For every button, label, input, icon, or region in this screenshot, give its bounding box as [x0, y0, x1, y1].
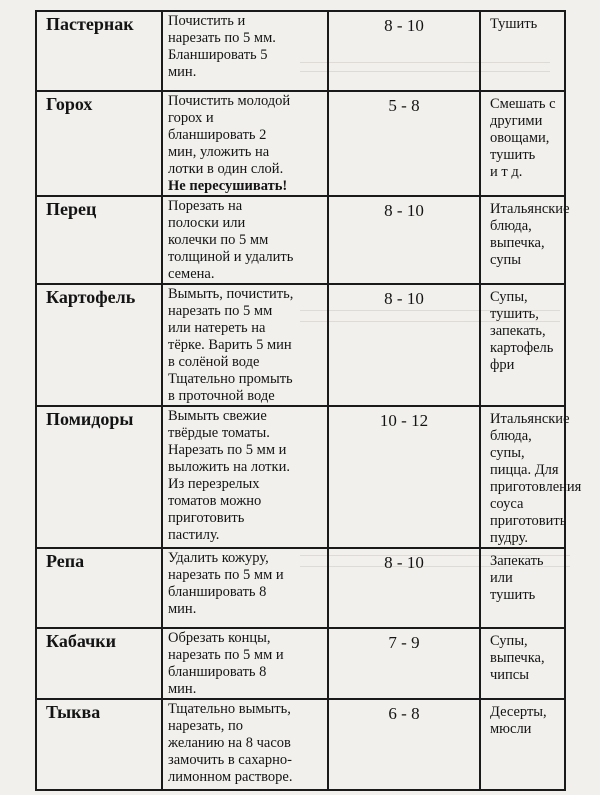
drying-time: 8 - 10	[328, 548, 480, 628]
vegetable-name: Перец	[36, 196, 162, 284]
preparation-cell	[162, 628, 328, 699]
use-line: Запекать или	[490, 553, 544, 586]
prep-line: в проточной воде	[168, 388, 275, 404]
use-line: тушить	[490, 587, 536, 603]
vegetable-name: Картофель	[36, 284, 162, 406]
prep-line: мин.	[168, 64, 197, 80]
prep-line: мин, уложить на	[168, 144, 270, 160]
prep-line: мин.	[168, 601, 197, 617]
table-row	[36, 196, 565, 284]
use-line: Супы, тушить,	[490, 289, 539, 322]
prep-line: Тщательно вымыть,	[168, 701, 291, 717]
use-line: Десерты, мюсли	[490, 704, 547, 737]
use-line: картофель фри	[490, 340, 554, 373]
prep-line: Удалить кожуру,	[168, 550, 269, 566]
prep-line: нарезать по 5 мм и	[168, 567, 284, 583]
prep-line: в солёной воде	[168, 354, 260, 370]
use-line: и т д.	[490, 164, 523, 180]
use-line: блюда, выпечка,	[490, 218, 545, 251]
prep-line: Почистить и	[168, 13, 246, 29]
prep-line: бланшировать 8	[168, 664, 267, 680]
use-line: Итальянские	[490, 201, 570, 217]
table-row	[36, 548, 565, 628]
vegetable-name: Пастернак	[36, 11, 162, 91]
use-line: Итальянские	[490, 411, 570, 427]
use-line: Тушить	[490, 16, 538, 32]
prep-line: толщиной и удалить	[168, 249, 294, 265]
prep-line: Бланшировать 5	[168, 47, 268, 63]
prep-line: нарезать по 5 мм и	[168, 647, 284, 663]
vegetable-name: Тыква	[36, 699, 162, 790]
prep-line: Вымыть, почистить,	[168, 286, 294, 302]
prep-line: Вымыть свежие	[168, 408, 267, 424]
prep-line: приготовить	[168, 510, 245, 526]
usage-cell	[480, 196, 570, 284]
prep-line: Почистить молодой	[168, 93, 291, 109]
prep-line: лимонном растворе.	[168, 769, 293, 785]
drying-time: 8 - 10	[328, 11, 480, 91]
preparation-cell	[162, 196, 328, 284]
table-row	[36, 406, 565, 548]
use-line: запекать,	[490, 323, 546, 339]
use-line: приготовления	[490, 479, 582, 495]
vegetable-drying-table	[35, 10, 582, 791]
prep-line: томатов можно	[168, 493, 262, 509]
vegetable-name: Помидоры	[36, 406, 162, 548]
usage-cell	[480, 11, 565, 91]
prep-line: нарезать по 5 мм	[168, 303, 273, 319]
prep-warning: Не пересушивать!	[168, 178, 288, 194]
usage-cell	[480, 406, 582, 548]
use-line: овощами, тушить	[490, 130, 550, 163]
use-line: супы	[490, 252, 521, 268]
preparation-cell	[162, 548, 328, 628]
prep-line: бланшировать 2	[168, 127, 267, 143]
vegetable-name: Кабачки	[36, 628, 162, 699]
preparation-cell	[162, 11, 328, 91]
preparation-cell	[162, 406, 328, 548]
preparation-cell	[162, 284, 328, 406]
table-row	[36, 628, 565, 699]
prep-line: полоски или	[168, 215, 246, 231]
prep-line: или натереть на	[168, 320, 266, 336]
preparation-cell	[162, 91, 328, 196]
preparation-cell	[162, 699, 328, 790]
drying-time: 5 - 8	[328, 91, 480, 196]
usage-cell	[480, 699, 565, 790]
prep-line: колечки по 5 мм	[168, 232, 269, 248]
drying-time: 8 - 10	[328, 196, 480, 284]
use-line: чипсы	[490, 667, 529, 683]
prep-line: семена.	[168, 266, 215, 282]
usage-cell	[480, 91, 565, 196]
prep-line: выложить на лотки.	[168, 459, 290, 475]
prep-line: лотки в один слой.	[168, 161, 284, 177]
prep-line: пастилу.	[168, 527, 220, 543]
prep-line: твёрдые томаты.	[168, 425, 270, 441]
use-line: Смешать с	[490, 96, 556, 112]
prep-line: Порезать на	[168, 198, 243, 214]
usage-cell	[480, 284, 565, 406]
drying-time: 8 - 10	[328, 284, 480, 406]
use-line: пицца. Для	[490, 462, 559, 478]
use-line: пудру.	[490, 530, 528, 546]
prep-line: горох и	[168, 110, 214, 126]
drying-time: 6 - 8	[328, 699, 480, 790]
prep-line: нарезать по 5 мм.	[168, 30, 276, 46]
prep-line: Нарезать по 5 мм и	[168, 442, 287, 458]
use-line: блюда, супы,	[490, 428, 532, 461]
prep-line: бланшировать 8	[168, 584, 267, 600]
use-line: другими	[490, 113, 543, 129]
drying-time: 7 - 9	[328, 628, 480, 699]
table-row	[36, 699, 565, 790]
prep-line: Обрезать концы,	[168, 630, 271, 646]
usage-cell	[480, 548, 565, 628]
vegetable-name: Горох	[36, 91, 162, 196]
prep-line: замочить в сахарно-	[168, 752, 292, 768]
use-line: Супы, выпечка,	[490, 633, 545, 666]
prep-line: Тщательно промыть	[168, 371, 293, 387]
table-row	[36, 91, 565, 196]
prep-line: мин.	[168, 681, 197, 697]
vegetable-name: Репа	[36, 548, 162, 628]
use-line: соуса приготовить	[490, 496, 567, 529]
table-row	[36, 284, 565, 406]
prep-line: Из перезрелых	[168, 476, 260, 492]
prep-line: тёрке. Варить 5 мин	[168, 337, 292, 353]
table-row	[36, 11, 565, 91]
prep-line: нарезать, по	[168, 718, 244, 734]
drying-time: 10 - 12	[328, 406, 480, 548]
prep-line: желанию на 8 часов	[168, 735, 291, 751]
usage-cell	[480, 628, 565, 699]
